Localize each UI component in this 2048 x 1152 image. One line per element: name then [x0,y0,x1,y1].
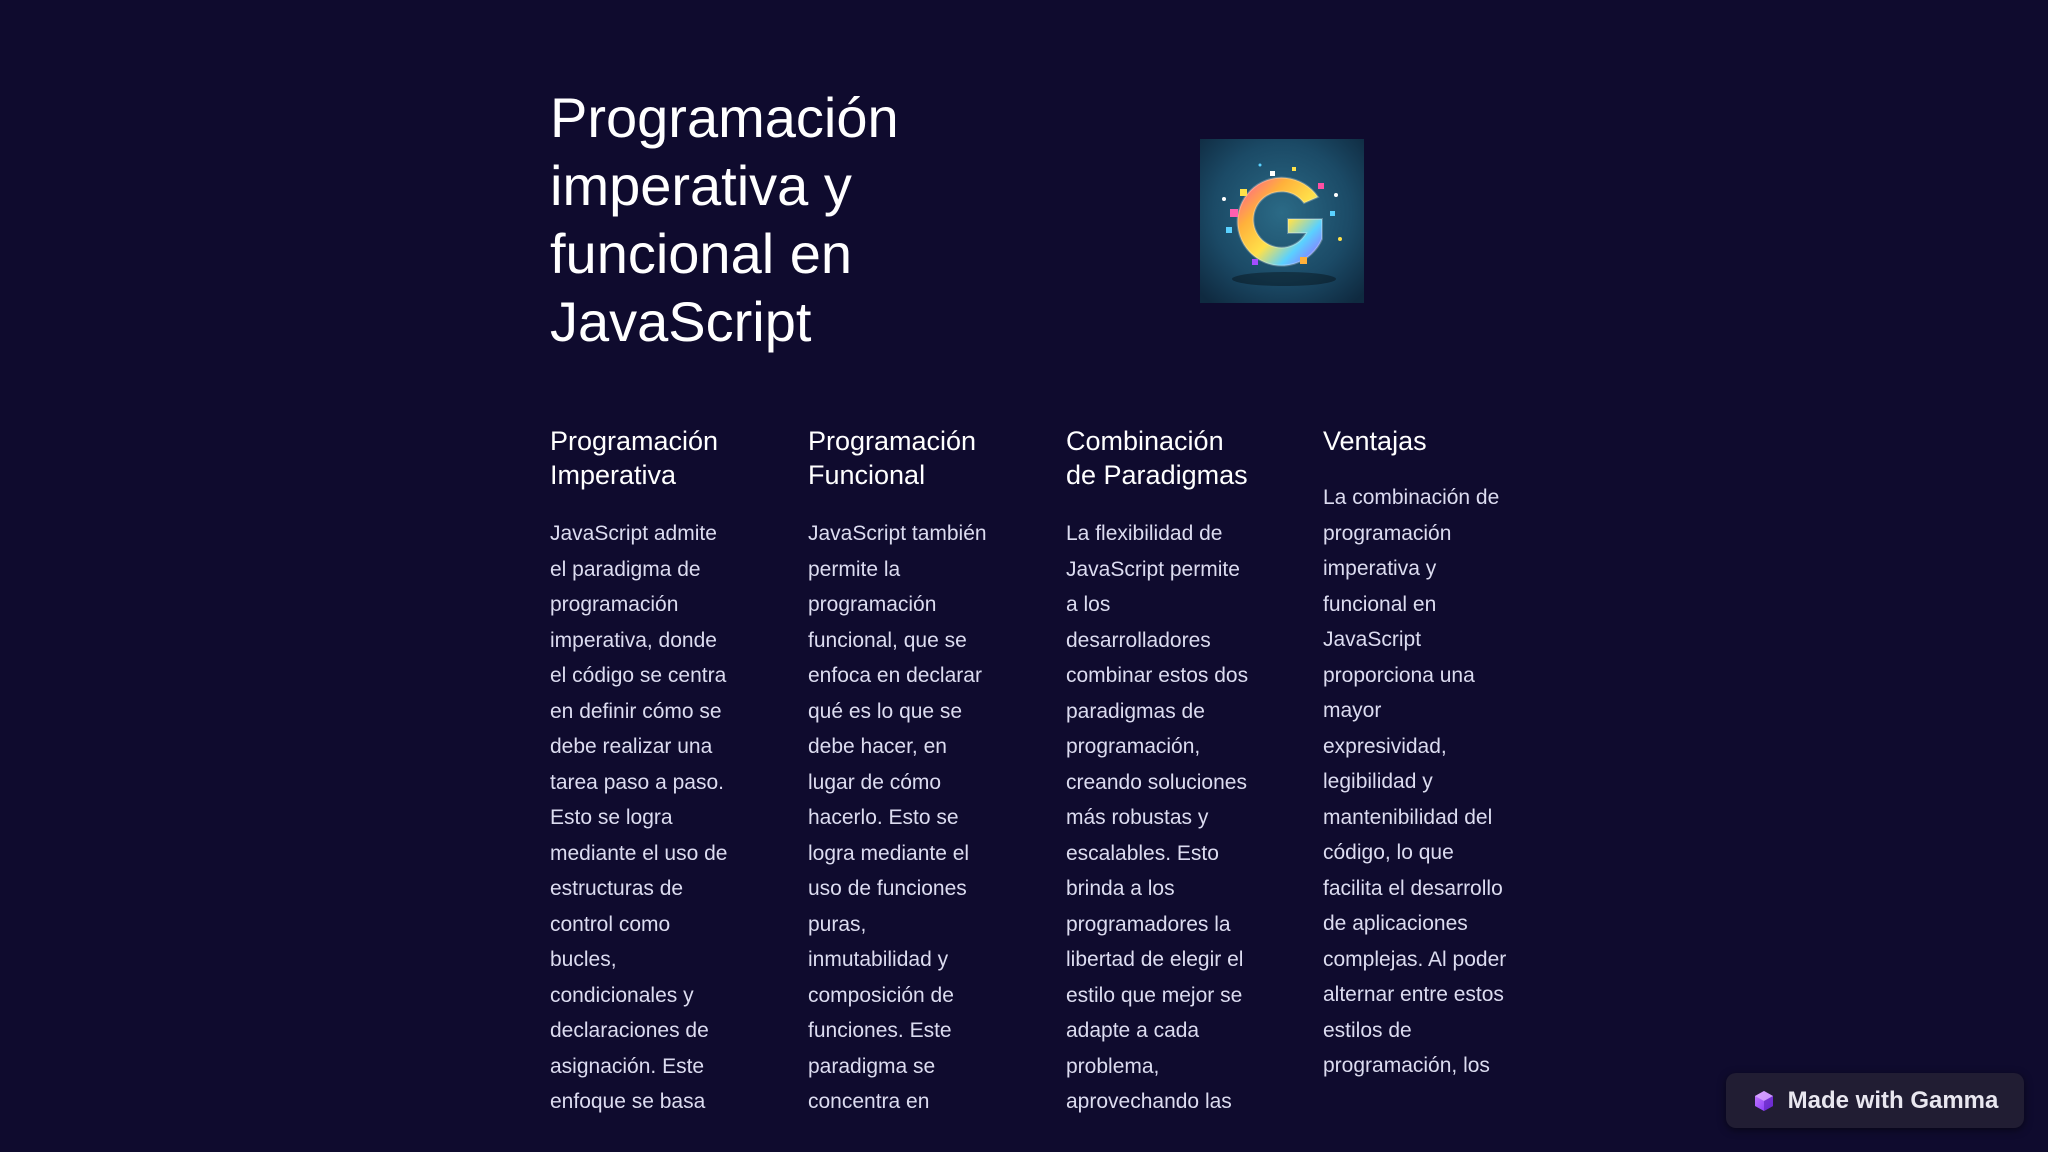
made-with-gamma-label: Made with Gamma [1787,1086,1999,1114]
column-heading: Programación Funcional [808,426,977,490]
page-title: Programación imperativa y funcional en JavaScript [550,86,899,353]
made-with-gamma-button[interactable] [1726,1073,2024,1128]
colorful-g-logo-image [1200,139,1364,303]
column-advantages [1323,424,1509,1084]
gamma-logo-icon [1752,1089,1776,1113]
column-body: La flexibilidad de JavaScript permite a los desarrolladores combinar estos dos paradigmas de programación, creando soluciones más robustas y escalables. Esto brinda a los programadores la libertad de elegir el estilo que mejor se adapte a cada problema, aprovechando las [1066,522,1249,1113]
column-body: JavaScript también permite la programación funcional, que se enfoca en declarar qué es lo que se debe hacer, en lugar de cómo hacerlo. Esto se logra mediante el uso de funciones puras, inmutabilidad y composición de funciones. Este paradigma se concentra en [808,522,987,1113]
column-heading: Combinación de Paradigmas [1066,426,1248,490]
column-combination [1066,424,1252,1113]
column-heading: Ventajas [1323,426,1427,456]
column-functional [808,424,994,1113]
column-body: La combinación de programación imperativa y funcional en JavaScript proporciona una mayor expresividad, legibilidad y mantenibilidad del código, lo que facilita el desarrollo de aplicaciones complejas. Al poder alternar entre estos estilos de programación, los [1323,486,1507,1077]
column-body: JavaScript admite el paradigma de programación imperativa, donde el código se centra en definir cómo se debe realizar una tarea paso a paso. Esto se logra mediante el uso de estructuras de control como bucles, condicionales y declaraciones de asignación. Este enfoque se basa [550,522,728,1113]
column-imperative [550,424,736,1113]
column-heading: Programación Imperativa [550,426,719,490]
